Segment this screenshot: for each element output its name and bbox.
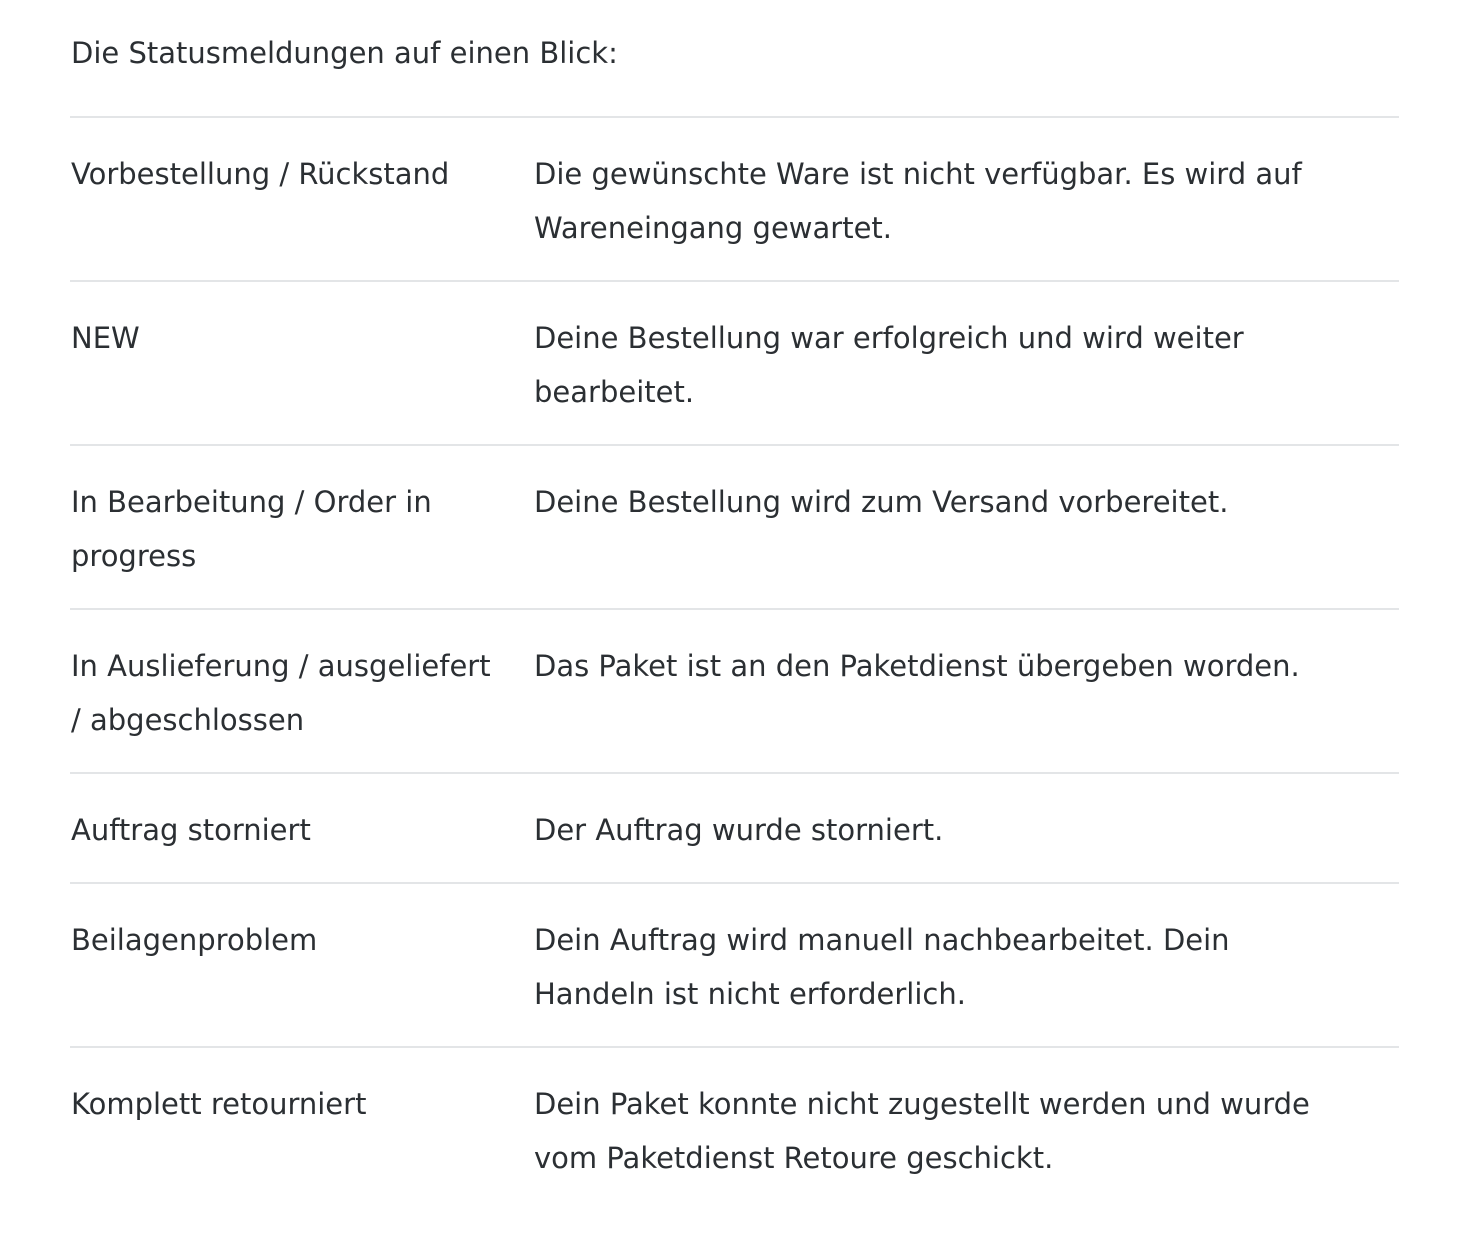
status-description: Deine Bestellung war erfolgreich und wird weiter bearbeitet. [534,321,1244,409]
status-label: Auftrag storniert [71,813,311,847]
status-description: Deine Bestellung wird zum Versand vorbereitet. [534,485,1229,519]
intro-text: Die Statusmeldungen auf einen Blick: [71,36,618,70]
status-label: Komplett retourniert [71,1087,367,1121]
status-table [70,116,1399,1210]
table-row [70,117,1399,281]
table-row [70,883,1399,1047]
status-label: Beilagenproblem [71,923,318,957]
table-row [70,773,1399,883]
table-row [70,281,1399,445]
table-row [70,609,1399,773]
status-label: In Auslieferung / ausgeliefert / abgeschlossen [71,649,491,737]
status-description: Dein Auftrag wird manuell nachbearbeitet. Dein Handeln ist nicht erforderlich. [534,923,1230,1011]
table-row [70,1047,1399,1210]
status-label: In Bearbeitung / Order in progress [71,485,432,573]
status-label: NEW [71,321,140,355]
status-description: Das Paket ist an den Paketdienst übergeben worden. [534,649,1300,683]
table-row [70,445,1399,609]
status-description: Der Auftrag wurde storniert. [534,813,944,847]
status-description: Die gewünschte Ware ist nicht verfügbar. Es wird auf Wareneingang gewartet. [534,157,1302,245]
status-label: Vorbestellung / Rückstand [71,157,450,191]
status-description: Dein Paket konnte nicht zugestellt werden und wurde vom Paketdienst Retoure geschickt. [534,1087,1310,1175]
